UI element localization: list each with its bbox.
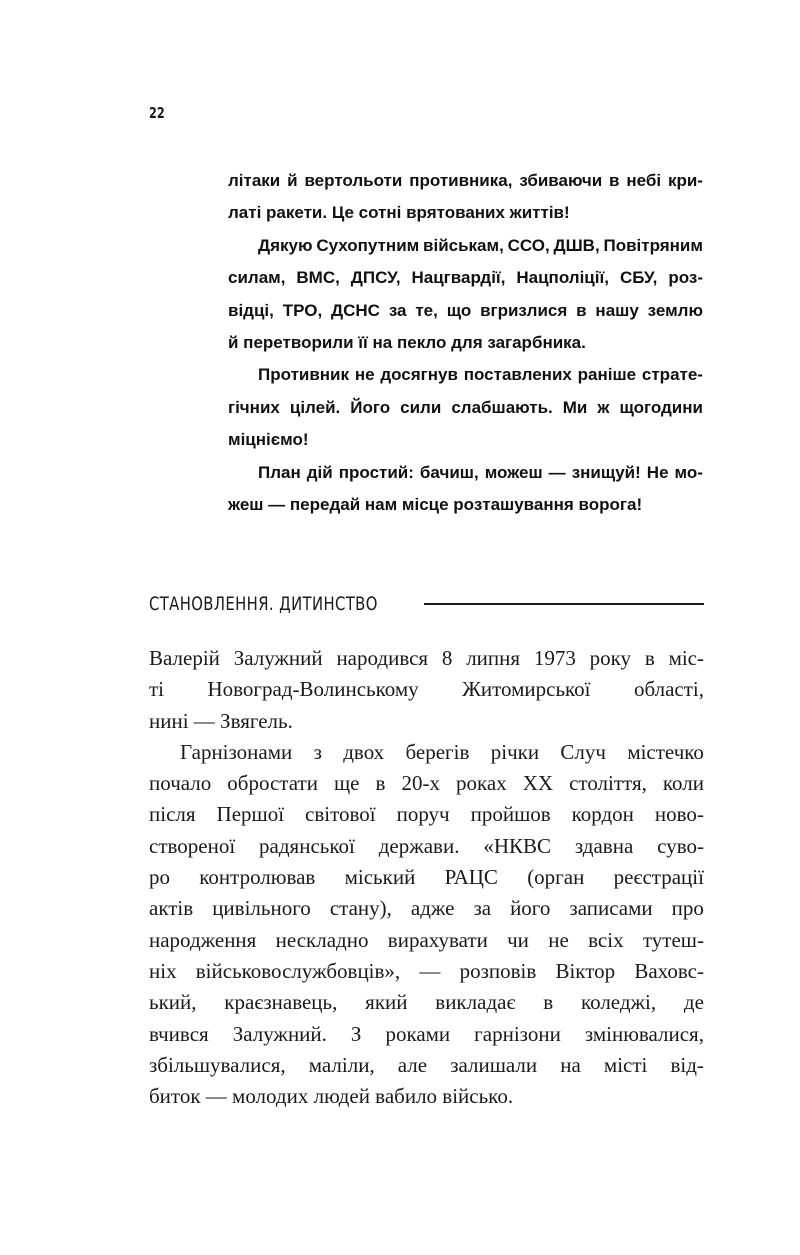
body-text — [149, 643, 704, 1112]
quote-block — [228, 165, 703, 521]
body-line-1: ті Новоград-Волинському Житомирської області, — [149, 677, 704, 702]
body-line-8: актів цивільного стану), адже за його записами про — [149, 896, 704, 921]
quote-line-10: жеш — передай нам місце розташування ворога! — [228, 495, 643, 515]
body-line-12: вчився Залужний. З роками гарнізони змінювалися, — [149, 1021, 704, 1046]
body-line-14: биток — молодих людей вабило військо. — [149, 1084, 514, 1109]
quote-line-2: Дякую Сухопутним військам, ССО, ДШВ, Повітряним — [258, 235, 703, 255]
body-line-13: збільшувалися, маліли, але залишали на місті від- — [149, 1052, 704, 1077]
body-line-10: ніх військовослужбовців», — розповів Віктор Ваховс- — [149, 958, 704, 983]
quote-line-1: латі ракети. Це сотні врятованих життів! — [228, 203, 570, 223]
heading-rule — [424, 603, 704, 605]
body-line-2: нині — Звягель. — [149, 708, 293, 733]
quote-line-4: відці, ТРО, ДСНС за те, що вгризлися в нашу землю — [228, 300, 703, 320]
quote-line-0: літаки й вертольоти противника, збиваючи в небі кри- — [228, 171, 703, 190]
quote-line-6: Противник не досягнув поставлених раніше страте- — [258, 365, 703, 385]
quote-line-5: й перетворили її на пекло для загарбника. — [228, 333, 586, 353]
page-number: 22 — [149, 104, 165, 122]
quote-line-3: силам, ВМС, ДПСУ, Нацгвардії, Нацполіції, СБУ, роз- — [228, 268, 703, 288]
quote-line-9: План дій простий: бачиш, можеш — знищуй! Не мо- — [258, 462, 703, 482]
body-line-3: Гарнізонами з двох берегів річки Случ містечко — [180, 739, 704, 764]
section-heading-text: СТАНОВЛЕННЯ. ДИТИНСТВО — [149, 593, 378, 615]
quote-line-7: гічних цілей. Його сили слабшають. Ми ж щогодини — [228, 397, 703, 417]
body-line-9: народження нескладно вирахувати чи не всіх тутеш- — [149, 927, 704, 952]
body-line-11: ький, краєзнавець, який викладає в коледжі, де — [149, 990, 704, 1015]
body-line-6: створеної радянської держави. «НКВС здавна суво- — [149, 833, 704, 858]
body-line-4: почало обростати ще в 20-х роках XX століття, коли — [149, 771, 704, 796]
section-heading — [149, 593, 704, 615]
body-line-0: Валерій Залужний народився 8 липня 1973 року в міс- — [149, 646, 704, 670]
body-line-7: ро контролював міський РАЦС (орган реєстрації — [149, 865, 704, 890]
body-line-5: після Першої світової поруч пройшов кордон ново- — [149, 802, 704, 827]
quote-line-8: міцніємо! — [228, 430, 309, 450]
